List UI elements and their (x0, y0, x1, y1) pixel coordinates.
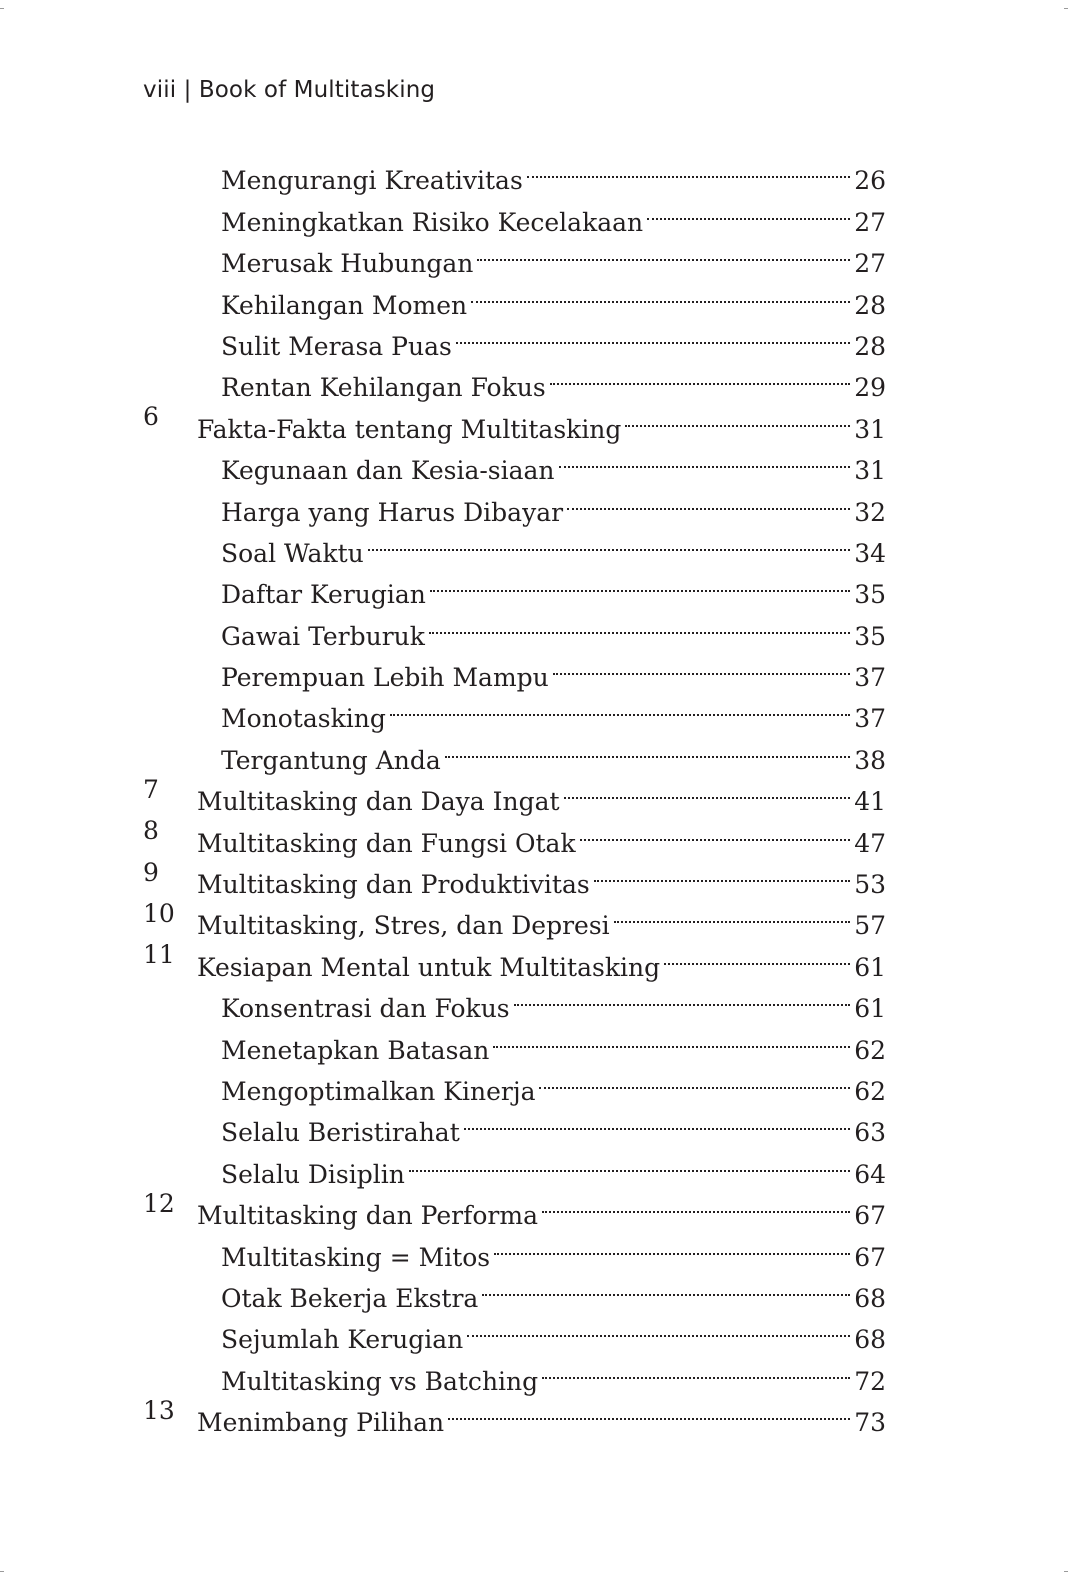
toc-page-number: 57 (850, 905, 886, 946)
toc-entry-title: Multitasking dan Performa (197, 1195, 542, 1236)
toc-entry-title: Multitasking dan Fungsi Otak (197, 823, 580, 864)
toc-entry-title: Otak Bekerja Ekstra (221, 1278, 482, 1319)
toc-entry-title: Fakta-Fakta tentang Multitasking (197, 409, 625, 450)
toc-page-number: 67 (850, 1237, 886, 1278)
toc-entry-title: Kesiapan Mental untuk Multitasking (197, 947, 664, 988)
crop-mark-top-right (1064, 8, 1068, 9)
crop-mark-top-left (0, 8, 4, 9)
toc-page-number: 35 (850, 574, 886, 615)
toc-page-number: 27 (850, 202, 886, 243)
toc-chapter-number: 13 (143, 1395, 175, 1425)
toc-dot-leader (647, 189, 850, 230)
toc-chapter-number: 6 (143, 402, 159, 432)
toc-chapter-number: 7 (143, 774, 159, 804)
toc-entry-title: Multitasking = Mitos (221, 1237, 494, 1278)
toc-page-number: 29 (850, 367, 886, 408)
toc-chapter-number: 11 (143, 940, 175, 970)
toc-entry-title: Tergantung Anda (221, 740, 445, 781)
crop-mark-bottom-right (1064, 1571, 1068, 1572)
toc-page-number: 27 (850, 243, 886, 284)
toc-entry-title: Daftar Kerugian (221, 574, 430, 615)
toc-page-number: 68 (850, 1319, 886, 1360)
toc-page-number: 32 (850, 492, 886, 533)
toc-page-number: 31 (850, 450, 886, 491)
toc-entry-title: Konsentrasi dan Fokus (221, 988, 514, 1029)
toc-dot-leader (539, 1059, 850, 1100)
toc-chapter-number: 12 (143, 1188, 175, 1218)
toc-page-number: 68 (850, 1278, 886, 1319)
toc-entry-title: Multitasking dan Daya Ingat (197, 781, 564, 822)
toc-entry-title: Mengoptimalkan Kinerja (221, 1071, 539, 1112)
toc-chapter-number: 9 (143, 857, 159, 887)
toc-dot-leader (564, 769, 851, 810)
toc-page-number: 67 (850, 1195, 886, 1236)
toc-entry-title: Mengurangi Kreativitas (221, 160, 527, 201)
toc-entry-title: Selalu Disiplin (221, 1154, 409, 1195)
running-head: viii | Book of Multitasking (143, 77, 436, 103)
toc-dot-leader (567, 479, 850, 520)
toc-page-number: 41 (850, 781, 886, 822)
toc-page-number: 26 (850, 160, 886, 201)
toc-entry (143, 148, 886, 196)
toc-page-number: 34 (850, 533, 886, 574)
toc-dot-leader (493, 1017, 850, 1058)
toc-page-number: 38 (850, 740, 886, 781)
toc-dot-leader (527, 148, 850, 189)
toc-entry-title: Menetapkan Batasan (221, 1030, 493, 1071)
toc-entry-title: Gawai Terburuk (221, 616, 429, 657)
toc-dot-leader (542, 1348, 850, 1389)
toc-entry-title: Merusak Hubungan (221, 243, 477, 284)
toc-entry-title: Multitasking dan Produktivitas (197, 864, 594, 905)
toc-entry-title: Kehilangan Momen (221, 285, 471, 326)
toc-chapter-number: 8 (143, 816, 159, 846)
toc-entry-title: Sejumlah Kerugian (221, 1319, 467, 1360)
toc-dot-leader (553, 645, 850, 686)
toc-entry-title: Menimbang Pilihan (197, 1402, 448, 1443)
toc-entry-title: Selalu Beristirahat (221, 1112, 464, 1153)
toc-dot-leader (409, 1141, 850, 1182)
toc-page-number: 61 (850, 988, 886, 1029)
toc-dot-leader (430, 562, 850, 603)
toc-dot-leader (625, 396, 850, 437)
toc-entry-title: Perempuan Lebih Mampu (221, 657, 553, 698)
toc-dot-leader (614, 893, 851, 934)
toc-page-number: 63 (850, 1112, 886, 1153)
toc-page-number: 28 (850, 326, 886, 367)
toc-dot-leader (594, 852, 850, 893)
toc-dot-leader (550, 355, 851, 396)
toc-dot-leader (471, 272, 850, 313)
toc-page-number: 53 (850, 864, 886, 905)
toc-dot-leader (542, 1183, 850, 1224)
toc-page-number: 47 (850, 823, 886, 864)
toc-dot-leader (482, 1266, 850, 1307)
toc-dot-leader (445, 727, 850, 768)
toc-dot-leader (467, 1307, 850, 1348)
toc-page-number: 37 (850, 657, 886, 698)
toc-chapter-number: 10 (143, 899, 175, 929)
toc-entry-title: Rentan Kehilangan Fokus (221, 367, 550, 408)
crop-mark-bottom-left (0, 1571, 4, 1572)
toc-page-number: 28 (850, 285, 886, 326)
toc-entry-title: Soal Waktu (221, 533, 368, 574)
toc-entry-title: Meningkatkan Risiko Kecelakaan (221, 202, 647, 243)
table-of-contents (143, 148, 886, 1438)
toc-page-number: 64 (850, 1154, 886, 1195)
toc-dot-leader (429, 603, 850, 644)
toc-dot-leader (580, 810, 851, 851)
toc-dot-leader (494, 1224, 850, 1265)
toc-entry-title: Sulit Merasa Puas (221, 326, 456, 367)
toc-page-number: 62 (850, 1071, 886, 1112)
toc-page-number: 37 (850, 698, 886, 739)
toc-page-number: 31 (850, 409, 886, 450)
toc-entry-title: Harga yang Harus Dibayar (221, 492, 567, 533)
toc-entry-title: Kegunaan dan Kesia-siaan (221, 450, 559, 491)
toc-page-number: 73 (850, 1402, 886, 1443)
toc-entry-title: Multitasking vs Batching (221, 1361, 542, 1402)
toc-entry-title: Multitasking, Stres, dan Depresi (197, 905, 614, 946)
toc-entry-title: Monotasking (221, 698, 390, 739)
toc-page-number: 35 (850, 616, 886, 657)
toc-dot-leader (664, 934, 850, 975)
toc-page-number: 72 (850, 1361, 886, 1402)
toc-page-number: 61 (850, 947, 886, 988)
toc-page-number: 62 (850, 1030, 886, 1071)
toc-dot-leader (456, 314, 850, 355)
